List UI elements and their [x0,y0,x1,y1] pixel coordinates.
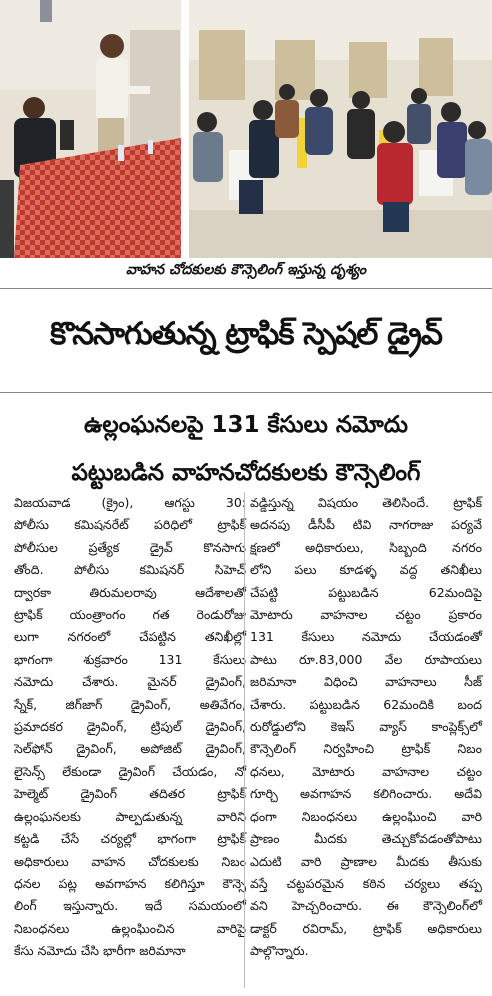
article-line: లోని పలు కూడళ్ళ వద్ద తనిఖీలు [250,562,482,578]
article-line: 131 కేసులు నమోదు చేయడంతో [250,629,482,645]
article-line: ధనల పట్ల అవగాహన కలిగిస్తూ కౌన్సె [14,875,246,891]
article-line: రురోడ్డులోని కెఇస్ వ్యాస్ కాంప్లెక్స్‌లో [250,719,482,735]
article-line: లుగా నగరంలో చేపట్టిన తనిఖీల్లో [14,629,246,645]
article-line: కట్టడి చేసే చర్యల్లో భాగంగా ట్రాఫిక్ [14,831,246,847]
article-line: క్షణలో అధికారులు, సిబ్బంది నగరం [250,539,482,555]
article-line: కేసు నమోదు చేసి భారీగా జరిమానా [14,943,186,959]
article-line: ధనలు, మోటారు వాహనాల చట్టం [250,763,482,779]
article-line: గూర్చి అవగాహన కలిగించారు. అదేవి [250,786,482,802]
article-line: హెల్మెట్ డ్రైవింగ్ తదితర ట్రాఫిక్ [14,786,246,802]
article-line: ధంగా నిబంధనలు ఉల్లంఘించి వారి [250,808,482,824]
article-line: ఉల్లంఘనలకు పాల్పడుతున్న వారిని [14,808,246,824]
article-line: లైసెన్స్ లేకుండా డ్రైవింగ్ చేయడం, నో [14,763,246,779]
article-line: చేపట్టి పట్టుబడిన 62మందిపై [250,584,482,600]
article-line: చేశారు. పట్టుబడిన 62మందికి బంద [250,696,482,712]
subheadline-cases: ఉల్లంఘనలపై 131 కేసులు నమోదు [84,412,408,438]
article-line: ట్రాఫిక్ యంత్రాంగం గత రెండురోజు [14,607,246,623]
article-line: విజయవాడ (క్రైం), ఆగస్టు 30: [14,495,246,510]
article-column-right [250,492,482,963]
article-line: నిబంధనలు ఉల్లంఘించిన వారిపై [14,920,246,936]
article-line: పాల్గొన్నారు. [250,943,309,959]
article-line: పాటు రూ.83,000 వేల రూపాయలు [250,651,482,667]
article-line: నమోదు చేశారు. మైనర్ డ్రైవింగ్, [14,674,246,690]
article-line: సెల్‌ఫోన్ డ్రైవింగ్, అపోజిట్ డ్రైవింగ్, [14,741,246,757]
article-line: భాగంగా శుక్రవారం 131 కేసులు [14,651,246,667]
article-line: ఎదుటి వారి ప్రాణాల మీదకు తీసుకు [250,853,482,869]
article-line: డాక్టర్ రవిరామ్, ట్రాఫిక్ అధికారులు [250,920,482,936]
article-line: అధికారులు వాహన చోదకులకు నిబం [14,853,246,869]
article-line: అదనపు డీసీపీ టివి నాగరాజు పర్యవే [250,517,482,533]
article-line: మోటారు వాహనాల చట్టం ప్రకారం [250,607,482,623]
divider [0,392,492,393]
divider [0,288,492,289]
subheadline-counseling: పట్టుబడిన వాహనచోదకులకు కౌన్సెలింగ్ [71,460,421,486]
article-line: ప్రమాదకర డ్రైవింగ్, ట్రిపుల్ డ్రైవింగ్, [14,719,246,735]
article-line: పోలీసు కమిషనరేట్ పరిధిలో ట్రాఫిక్ [14,517,246,533]
article-line: వస్తే చట్టపరమైన కఠిన చర్యలు తప్ప [250,875,482,891]
article-line: ద్వారకా తిరుమలరావు ఆదేశాలతో [14,584,246,600]
photo-audience [189,0,492,258]
article-line: లింగ్ ఇస్తున్నారు. ఇదే సమయంలో [14,898,246,914]
article-line: తోంది. పోలీసు కమిషనర్ సిహెచ్ [14,562,246,578]
article-line: ప్రాణం మీదకు తెచ్చుకోవడంతోపాటు [250,831,482,847]
headline: కొనసాగుతున్న ట్రాఫిక్ స్పెషల్ డ్రైవ్ [50,316,442,352]
article-line: వని హెచ్చరించారు. ఈ కౌన్సెలింగ్‌లో [250,898,482,914]
article-line: జరిమానా విధించి వాహనాలు సీజ్ [250,674,482,690]
article-line: కౌన్సెలింగ్ నిర్వహించి ట్రాఫిక్ నిబం [250,741,482,757]
article-line: స్నేక్, జిగ్‌జాగ్ డ్రైవింగ్, అతివేగం, [14,696,246,712]
article-column-left [14,492,246,963]
column-divider [244,492,245,988]
photo-officer-speaking [0,0,181,258]
article-line: పోలీసుల ప్రత్యేక డ్రైవ్ కొనసాగు [14,539,246,555]
article-line: వడ్డిస్తున్న విషయం తెలిసిందే. ట్రాఫిక్ [250,495,482,510]
photo-caption: వాహన చోదకులకు కౌన్సెలింగ్ ఇస్తున్న దృశ్యం [125,262,367,278]
